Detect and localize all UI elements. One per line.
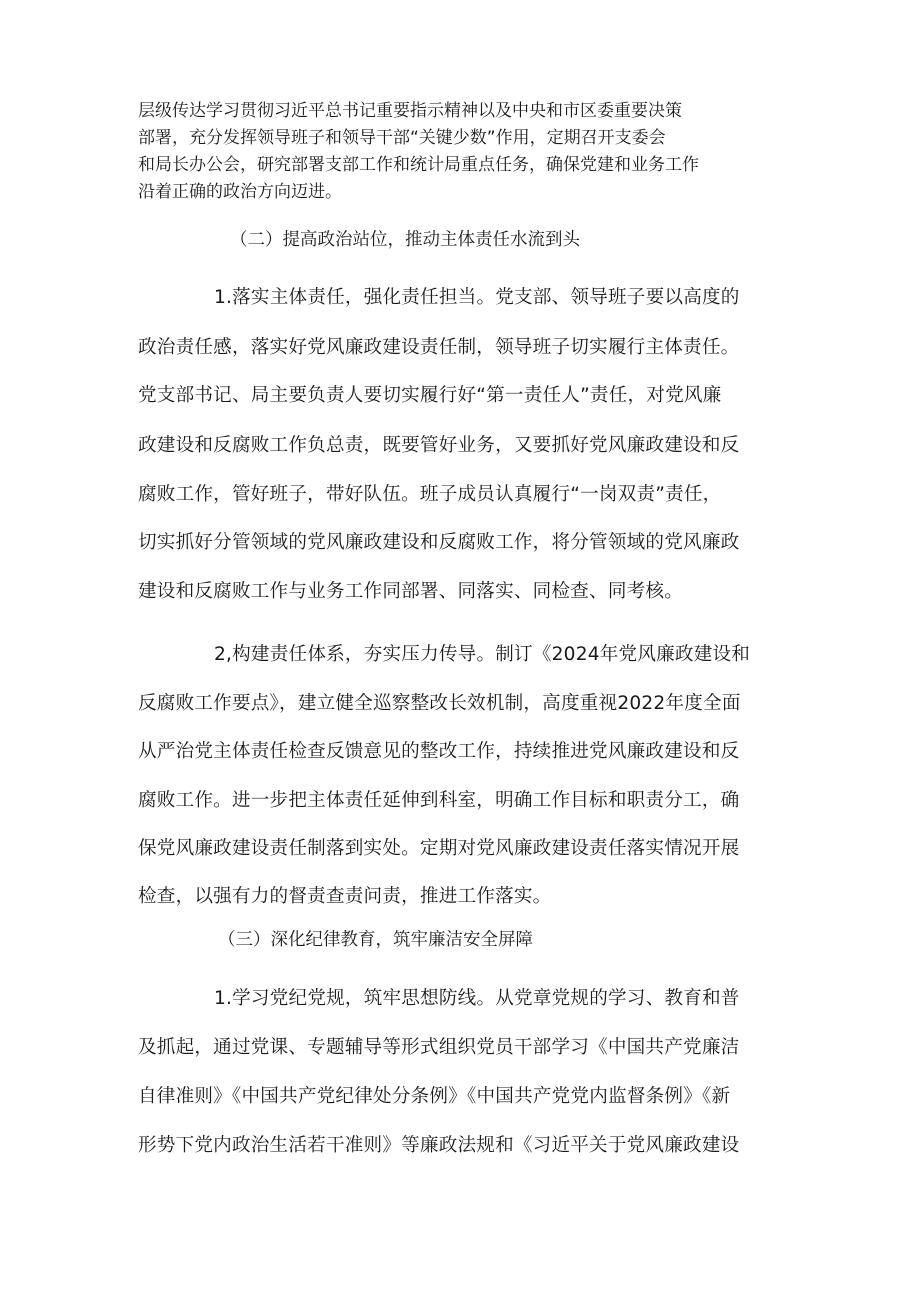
para-2-1-line-7: 建设和反腐败工作与业务工作同部署、同落实、同检查、同考核。 — [138, 581, 684, 602]
intro-line-2: 部署，充分发挥领导班子和领导干部“关键少数”作用，定期召开支委会 — [138, 128, 666, 148]
para-2-1-line-6: 切实抓好分管领域的党风廉政建设和反腐败工作，将分管领域的党风廉政 — [138, 532, 740, 553]
para-2-1-line-2: 政治责任感，落实好党风廉政建设责任制，领导班子切实履行主体责任。 — [138, 337, 740, 358]
para-2-1-line-1: 1.落实主体责任，强化责任担当。党支部、领导班子要以高度的 — [214, 287, 740, 308]
intro-line-4: 沿着正确的政治方向迈进。 — [138, 182, 342, 202]
para-2-2-line-3: 从严治党主体责任检查反馈意见的整改工作，持续推进党风廉政建设和反 — [138, 741, 740, 762]
para-2-2-line-6: 检查，以强有力的督责查责问责，推进工作落实。 — [138, 886, 552, 907]
para-3-1-line-1: 1.学习党纪党规，筑牢思想防线。从党章党规的学习、教育和普 — [214, 988, 740, 1009]
para-3-1-line-3: 自律准则》《中国共产党纪律处分条例》《中国共产党党内监督条例》《新 — [138, 1086, 731, 1107]
para-2-1-line-5: 腐败工作，管好班子，带好队伍。班子成员认真履行“一岗双责”责任， — [138, 484, 722, 505]
para-3-1-line-2: 及抓起，通过党课、专题辅导等形式组织党员干部学习《中国共产党廉洁 — [138, 1037, 740, 1058]
para-2-2-line-4: 腐败工作。进一步把主体责任延伸到科室，明确工作目标和职责分工，确 — [138, 790, 740, 811]
para-2-2-line-5: 保党风廉政建设责任制落到实处。定期对党风廉政建设责任落实情况开展 — [138, 838, 740, 859]
para-3-1-line-4: 形势下党内政治生活若干准则》等廉政法规和《习近平关于党风廉政建设 — [138, 1135, 740, 1156]
para-2-1-line-4: 政建设和反腐败工作负总责，既要管好业务，又要抓好党风廉政建设和反 — [138, 435, 740, 456]
section-heading-3: （三）深化纪律教育，筑牢廉洁安全屏障 — [218, 930, 533, 950]
intro-line-1: 层级传达学习贯彻习近平总书记重要指示精神以及中央和市区委重要决策 — [138, 101, 682, 121]
para-2-1-line-3: 党支部书记、局主要负责人要切实履行好“第一责任人”责任，对党风廉 — [138, 385, 722, 406]
section-heading-2: （二）提高政治站位，推动主体责任水流到头 — [230, 230, 580, 250]
para-2-2-line-1: 2,构建责任体系，夯实压力传导。制订《2024年党风廉政建设和 — [214, 644, 751, 665]
para-2-2-line-2: 反腐败工作要点》，建立健全巡察整改长效机制，高度重视2022年度全面 — [138, 693, 741, 714]
intro-line-3: 和局长办公会，研究部署支部工作和统计局重点任务，确保党建和业务工作 — [138, 155, 699, 175]
